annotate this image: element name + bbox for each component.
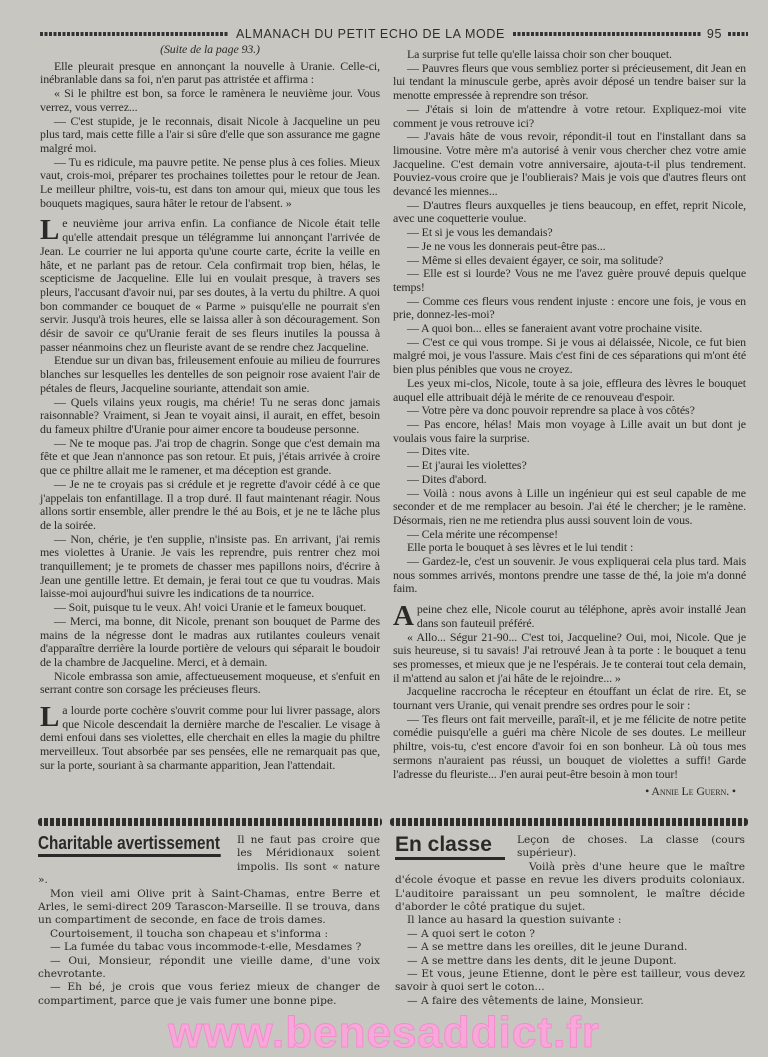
paragraph: Elle pleurait presque en annonçant la nouvelle à Uranie. Celle-ci, inébranlable dans sa foi, n'en parut pas attristée et affirma :: [40, 58, 380, 87]
paragraph: [40, 701, 380, 773]
paragraph: — Elle est si lourde? Vous ne me l'avez guère prouvé depuis quelque temps!: [393, 266, 746, 294]
paragraph: — Et j'aurai les violettes?: [407, 458, 527, 473]
paragraph: — Tes fleurs ont fait merveille, paraît-il, et je me félicite de notre petite comédie puisqu'elle a guéri ma chère Nicole de ses doutes. Le meilleur philtre, vois-tu, c'est encore d'avoir foi en son bonheur. Là où tous mes sermons n'auraient pas réussi, un bouquet de violettes a suffi! Garde l'adresse du fleuriste... J'en aurai peut-être besoin à mon tour!: [393, 711, 746, 781]
paragraph: — La fumée du tabac vous incommode-t-elle, Mesdames ?: [50, 941, 362, 954]
paragraph: Il ne faut pas croire que les Méridionaux soient impolis. Ils sont « nature ».: [38, 834, 380, 887]
paragraph: Leçon de choses. La classe (cours supérieur).: [517, 834, 745, 860]
paragraph: Jacqueline raccrocha le récepteur en étouffant un éclat de rire. Et, se tournant vers Uranie, qui venait prendre ses ordres pour le soir :: [393, 684, 746, 713]
running-header: [40, 26, 748, 42]
paragraph: — Merci, ma bonne, dit Nicole, prenant son bouquet de Parme des mains de la négresse dont le madras aux rutilantes couleurs venait d'apparaître derrière la lourde portière de velours qui séparait le boudoir de la chambre de Jacqueline. Merci, et à demain.: [40, 613, 380, 669]
continued-note: (Suite de la page 93.): [160, 42, 260, 56]
paragraph: — A quoi sert le coton ?: [407, 927, 535, 940]
paragraph: — Cela mérite une récompense!: [407, 526, 558, 541]
paragraph: — D'autres fleurs auxquelles je tiens beaucoup, en effet, reprit Nicole, avec une coquetterie voulue.: [393, 197, 746, 226]
paragraph: Etendue sur un divan bas, frileusement enfouie au milieu de fourrures blanches sur lesquelles les dentelles de son peignoir rose avaient l'air de pétales de fleurs, Jacqueline souriante, attendait son amie.: [40, 353, 380, 395]
author-signature: • Annie Le Guern. •: [645, 784, 736, 799]
paragraph-text: peine chez elle, Nicole courut au téléphone, après avoir installé Jean dans son fauteuil préféré.: [416, 602, 746, 630]
paragraph: — Votre père va donc pouvoir reprendre sa place à vos côtés?: [407, 403, 695, 418]
paragraph: Nicole embrassa son amie, affectueusement moqueuse, et s'enfuit en serrant contre son corsage les précieuses fleurs.: [40, 668, 380, 697]
paragraph: — Gardez-le, c'est un souvenir. Je vous expliquerai cela plus tard. Mais nous sommes arrivés, montons prendre une tasse de thé, la joie m'a donné faim.: [393, 554, 746, 596]
almanac-title: ALMANACH DU PETIT ECHO DE LA MODE: [235, 27, 505, 41]
paragraph: — Eh bé, je crois que vous feriez mieux de changer de compartiment, parce que je vais fumer une bonne pipe.: [38, 981, 380, 1007]
paragraph: — Pas encore, hélas! Mais mon voyage à Lille avait un but dont je voulais vous faire la surprise.: [393, 416, 746, 445]
paragraph: Courtoisement, il toucha son chapeau et s'informa :: [50, 927, 329, 940]
ornamental-divider: [390, 818, 748, 826]
dotted-rule: [513, 32, 701, 36]
paragraph: Voilà près d'une heure que le maître d'école évoque et passe en revue les divers produits coloniaux. L'auditoire paraissant un peu somnolent, le maître décide d'aborder le côté pratique du sujet.: [395, 860, 745, 914]
story-left-column: [40, 43, 380, 773]
paragraph: — A se mettre dans les dents, dit le jeune Dupont.: [407, 954, 677, 967]
paragraph: — A quoi bon... elles se faneraient avant votre prochaine visite.: [407, 321, 703, 336]
paragraph: — Ne te moque pas. J'ai trop de chagrin. Songe que c'est demain ma fête et que Jean n'annonce pas son retour. Et puis, j'étais arrivée à croire que ce philtre allait me le ramener, et ma déception est grande.: [40, 435, 380, 478]
paragraph: — Et vous, jeune Etienne, dont le père est tailleur, vous devez savoir à quoi sert le coton...: [395, 968, 745, 994]
story-right-column: [393, 48, 746, 799]
watermark: www.benesaddict.fr: [167, 1008, 600, 1057]
paragraph: Il lance au hasard la question suivante :: [407, 914, 622, 927]
paragraph: — J'étais si loin de m'attendre à votre retour. Expliquez-moi vite comment je vous retrouve ici?: [393, 101, 746, 130]
paragraph: — Quels vilains yeux rougis, ma chérie! Tu ne seras donc jamais raisonnable? Vraiment, si Jean te voyait ainsi, il aurait, en effet, besoin du fameux philtre d'Uranie pour aimer encore ta boudeuse personne.: [40, 394, 380, 436]
paragraph: La surprise fut telle qu'elle laissa choir son cher bouquet.: [407, 47, 672, 61]
paragraph: — J'avais hâte de vous revoir, répondit-il tout en l'installant dans sa limousine. Votre mère m'a autorisé à venir vous chercher chez votre amie Jacqueline. C'est demain votre anniversaire, ajouta-t-il plus tendrement. Pouviez-vous croire que je l'oublierais? Mais je vois que d'autres fleurs ont devancé les miennes...: [393, 129, 746, 199]
paragraph: [393, 600, 746, 633]
drop-cap: L: [40, 701, 60, 734]
page-number: 95: [706, 27, 722, 41]
paragraph: — A se mettre dans les oreilles, dit le jeune Durand.: [407, 941, 688, 954]
dotted-rule: [728, 32, 748, 36]
paragraph: — Oui, Monsieur, répondit une vieille dame, d'une voix chevrotante.: [38, 954, 380, 981]
paragraph: — Même si elles devaient égayer, ce soir, ma solitude?: [407, 252, 664, 267]
paragraph: — C'est ce qui vous trompe. Si je vous ai délaissée, Nicole, ce fut bien malgré moi, je vous l'assure. Mais c'est fini de ces séparations qui m'ont été bien plus pénibles que vous ne croyez.: [393, 334, 746, 377]
paragraph: « Si le philtre est bon, sa force le ramènera le neuvième jour. Vous verrez, vous verrez...: [40, 86, 380, 114]
paragraph-text: e neuvième jour arriva enfin. La confiance de Nicole était telle qu'elle attendait presque un télégramme lui annonçant l'arrivée de Jean. Le courrier ne lui apporta qu'une courte carte, écrite la veille en hâte, et ne parlant pas de retour. Cela confirmait trop bien, hélas, le scepticisme de Jacqueline. Elle lui en voulait presque, à travers ses pleurs, l'accusant d'avoir nui, par ses doutes, à la vertu du philtre. A quoi bon commander ce bouquet de « Parme » puisqu'elle ne pourrait s'en servir. Jusqu'à trois heures, elle se laissa aller à son découragement. Son désir de savoir ce qu'Uranie ferait de ses fleurs inutiles la poussa à passer néanmoins chez un fleuriste avant de se rendre chez Jacqueline.: [40, 216, 380, 354]
paragraph: — Dites d'abord.: [407, 471, 487, 486]
paragraph: Mon vieil ami Olive prit à Saint-Chamas, entre Berre et Arles, le semi-direct 209 Tarascon-Marseille. Il se trouva, dans un compartiment de seconde, en face de trois dames.: [38, 887, 380, 927]
paragraph: — Voilà : nous avons à Lille un ingénieur qui est seul capable de me seconder et de me remplacer au besoin. J'ai été le chercher; je le ramène. Désormais, rien ne me retiendra plus aussi souvent loin de vous.: [393, 485, 746, 527]
paragraph: « Allo... Ségur 21-90... C'est toi, Jacqueline? Oui, moi, Nicole. Que je suis heureuse, si tu savais! J'ai retrouvé Jean à ta porte : le bouquet a tenu ses promesses, et mieux que je ne l'espérais. Je te conterai tout cela demain, il m'attend au salon et j'ai hâte de le rejoindre... »: [393, 629, 746, 685]
anecdote-title: En classe: [395, 834, 505, 860]
paragraph: — Soit, puisque tu le veux. Ah! voici Uranie et le fameux bouquet.: [54, 600, 367, 615]
paragraph: Elle porta le bouquet à ses lèvres et le lui tendit :: [407, 540, 634, 555]
dotted-rule: [40, 32, 228, 36]
paragraph: — Tu es ridicule, ma pauvre petite. Ne pense plus à ces folies. Mieux vaut, crois-moi, préparer tes prochaines toilettes pour le retour de Jean. Le meilleur philtre, vois-tu, est dans ton amour qui, mieux que tous les bouquets magiques, saura hâter le retour de l'absent. »: [40, 154, 380, 210]
paragraph: — C'est stupide, je le reconnais, disait Nicole à Jacqueline un peu plus tard, mais cette fille a l'air si sûre d'elle que son assurance me gagne malgré moi.: [40, 113, 380, 155]
paragraph-text: a lourde porte cochère s'ouvrit comme pour lui livrer passage, alors que Nicole descendait la dernière marche de l'escalier. Le visage à demi enfoui dans ses violettes, elle cherchait en elles la magie du philtre merveilleux. Tout absorbée par ses pensées, elle ne remarquait pas que, sur la porte, souriant à sa charmante apparition, Jean l'attendait.: [40, 703, 380, 772]
paragraph: — Je ne te croyais pas si crédule et je regrette d'avoir cédé à ce que j'appelais ton enfantillage. Il a trop duré. Il faut maintenant réagir. Nous allons sortir ensemble, aller prendre le thé au Bois, et je ne te lâche plus de la soirée.: [40, 476, 380, 532]
paragraph: — Dites vite.: [407, 444, 470, 459]
paragraph: — A faire des vêtements de laine, Monsieur.: [407, 994, 644, 1007]
paragraph: [40, 214, 380, 354]
anecdote-en-classe: [395, 834, 745, 1008]
paragraph: — Non, chérie, je t'en supplie, n'insiste pas. En arrivant, j'ai remis mes violettes à Uranie. Je vais les reprendre, puis rentrer chez moi tranquillement; je te promets de chasser mes papillons noirs, d'écrire à Jean une gentille lettre. Et demain, je ferai tout ce que tu voudras. Mais laisse-moi aujourd'hui suivre les indications de ta nourrice.: [40, 531, 380, 601]
drop-cap: A: [393, 600, 414, 633]
paragraph: Les yeux mi-clos, Nicole, toute à sa joie, effleura des lèvres le bouquet auquel elle attribuait déjà le mérite de ce renouveau d'espoir.: [393, 375, 746, 404]
drop-cap: L: [40, 214, 60, 247]
anecdote-charitable-avertissement: [38, 834, 380, 1008]
paragraph: — Et si je vous les demandais?: [407, 225, 553, 240]
ornamental-divider: [38, 818, 382, 826]
anecdote-title: Charitable avertissement: [38, 834, 221, 857]
paragraph: — Pauvres fleurs que vous sembliez porter si précieusement, dit Jean en lui tendant la minuscule gerbe, après avoir déposé un tendre baiser sur la menotte empressée à reprendre son trésor.: [393, 60, 746, 103]
paragraph: — Comme ces fleurs vous rendent injuste : encore une fois, je vous en prie, donnez-les-moi?: [393, 293, 746, 322]
paragraph: — Je ne vous les donnerais peut-être pas...: [407, 238, 606, 253]
